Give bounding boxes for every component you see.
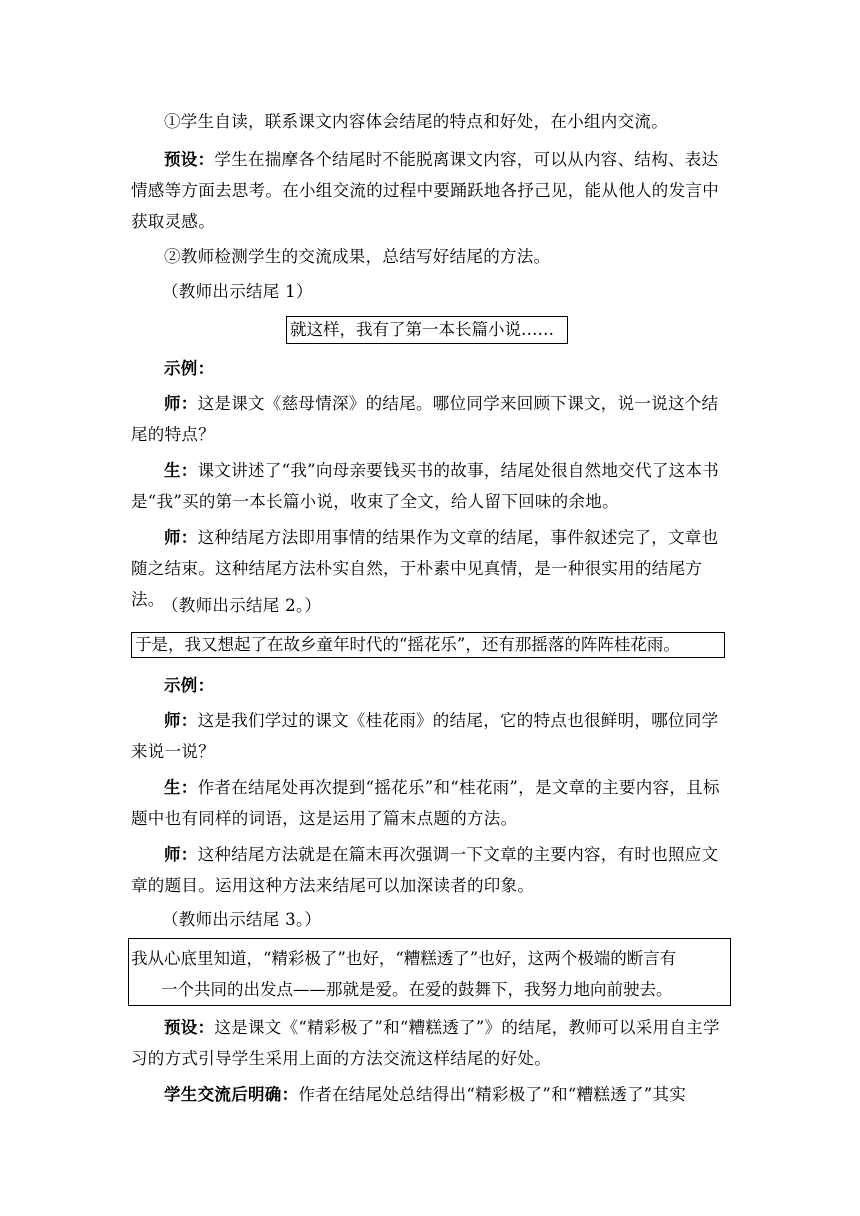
conclusion-label: 学生交流后明确： [164,1085,299,1104]
teacher-line-4 [131,839,733,901]
student-text: 课文讲述了“我”向母亲要钱买书的故事，结尾处很自然地交代了这本书是“我”买的第一本长篇小说，收束了全文，给人留下回味的余地。 [131,461,720,511]
student-label: 生： [164,778,198,797]
teacher-line-3 [131,705,733,767]
teacher-label: 师： [164,845,198,864]
paragraph-text: （教师出示结尾 2。） [162,596,322,615]
paragraph-text: （教师出示结尾 1） [162,282,313,301]
paragraph-preset-1 [131,144,733,237]
paragraph-teacher-show-1 [131,276,733,307]
teacher-label: 师： [164,394,198,413]
paragraph-teacher-show-3 [131,904,733,935]
preset-label: 预设： [164,150,215,169]
ending-text: 就这样，我有了第一本长篇小说…… [290,320,554,339]
paragraph-teacher-show-2 [131,590,733,621]
teacher-text: 这是我们学过的课文《桂花雨》的结尾，它的特点也很鲜明，哪位同学来说一说？ [131,711,719,761]
ending-text: 于是，我又想起了在故乡童年时代的“摇花乐”，还有那摇落的阵阵桂花雨。 [135,635,680,654]
example-label-1 [131,353,733,384]
preset-text: 学生在揣摩各个结尾时不能脱离课文内容，可以从内容、结构、表达情感等方面去思考。在小组交流的过程中要踊跃地各抒己见，能从他人的发言中获取灵感。 [131,150,719,231]
student-line-2 [131,772,733,834]
paragraph-text: ①学生自读，联系课文内容体会结尾的特点和好处，在小组内交流。 [164,112,668,131]
ending-box-3 [128,938,731,1006]
paragraph-preset-2 [131,1012,733,1074]
conclusion-text: 作者在结尾处总结得出“精彩极了”和“糟糕透了”其实 [298,1085,687,1104]
ending-box-1 [286,316,568,344]
teacher-text: 这种结尾方法即用事情的结果作为文章的结尾，事件叙述完了，文章也随之结束。这种结尾方法朴实自然，于朴素中见真情，是一种很实用的结尾方法。 [131,528,719,609]
paragraph-text: ②教师检测学生的交流成果，总结写好结尾的方法。 [164,247,551,266]
example-label: 示例： [164,359,215,378]
preset-label: 预设： [164,1018,215,1037]
student-line-1 [131,455,733,517]
ending-text-line-2: 一个共同的出发点——那就是爱。在爱的鼓舞下，我努力地向前驶去。 [161,980,673,999]
example-label-2 [131,670,733,701]
teacher-text: 这是课文《慈母情深》的结尾。哪位同学来回顾下课文，说一说这个结尾的特点？ [131,394,719,444]
teacher-text: 这种结尾方法就是在篇末再次强调一下文章的主要内容，有时也照应文章的题目。运用这种方法来结尾可以加深读者的印象。 [131,845,719,895]
paragraph-step-1 [131,106,733,137]
paragraph-text: （教师出示结尾 3。） [162,910,322,929]
student-label: 生： [164,461,198,480]
preset-text: 这是课文《“精彩极了”和“糟糕透了”》的结尾，教师可以采用自主学习的方式引导学生采用上面的方法交流这样结尾的好处。 [131,1018,720,1068]
student-text: 作者在结尾处再次提到“摇花乐”和“桂花雨”，是文章的主要内容，且标题中也有同样的词语，这是运用了篇末点题的方法。 [131,778,720,828]
teacher-label: 师： [164,528,198,547]
ending-text-line-1: 我从心底里知道，“精彩极了”也好，“糟糕透了”也好，这两个极端的断言有 [131,949,677,968]
ending-box-2 [131,632,725,658]
example-label: 示例： [164,676,215,695]
paragraph-conclusion [131,1079,733,1110]
teacher-line-1 [131,388,733,450]
teacher-label: 师： [164,711,198,730]
paragraph-step-2 [131,241,733,272]
